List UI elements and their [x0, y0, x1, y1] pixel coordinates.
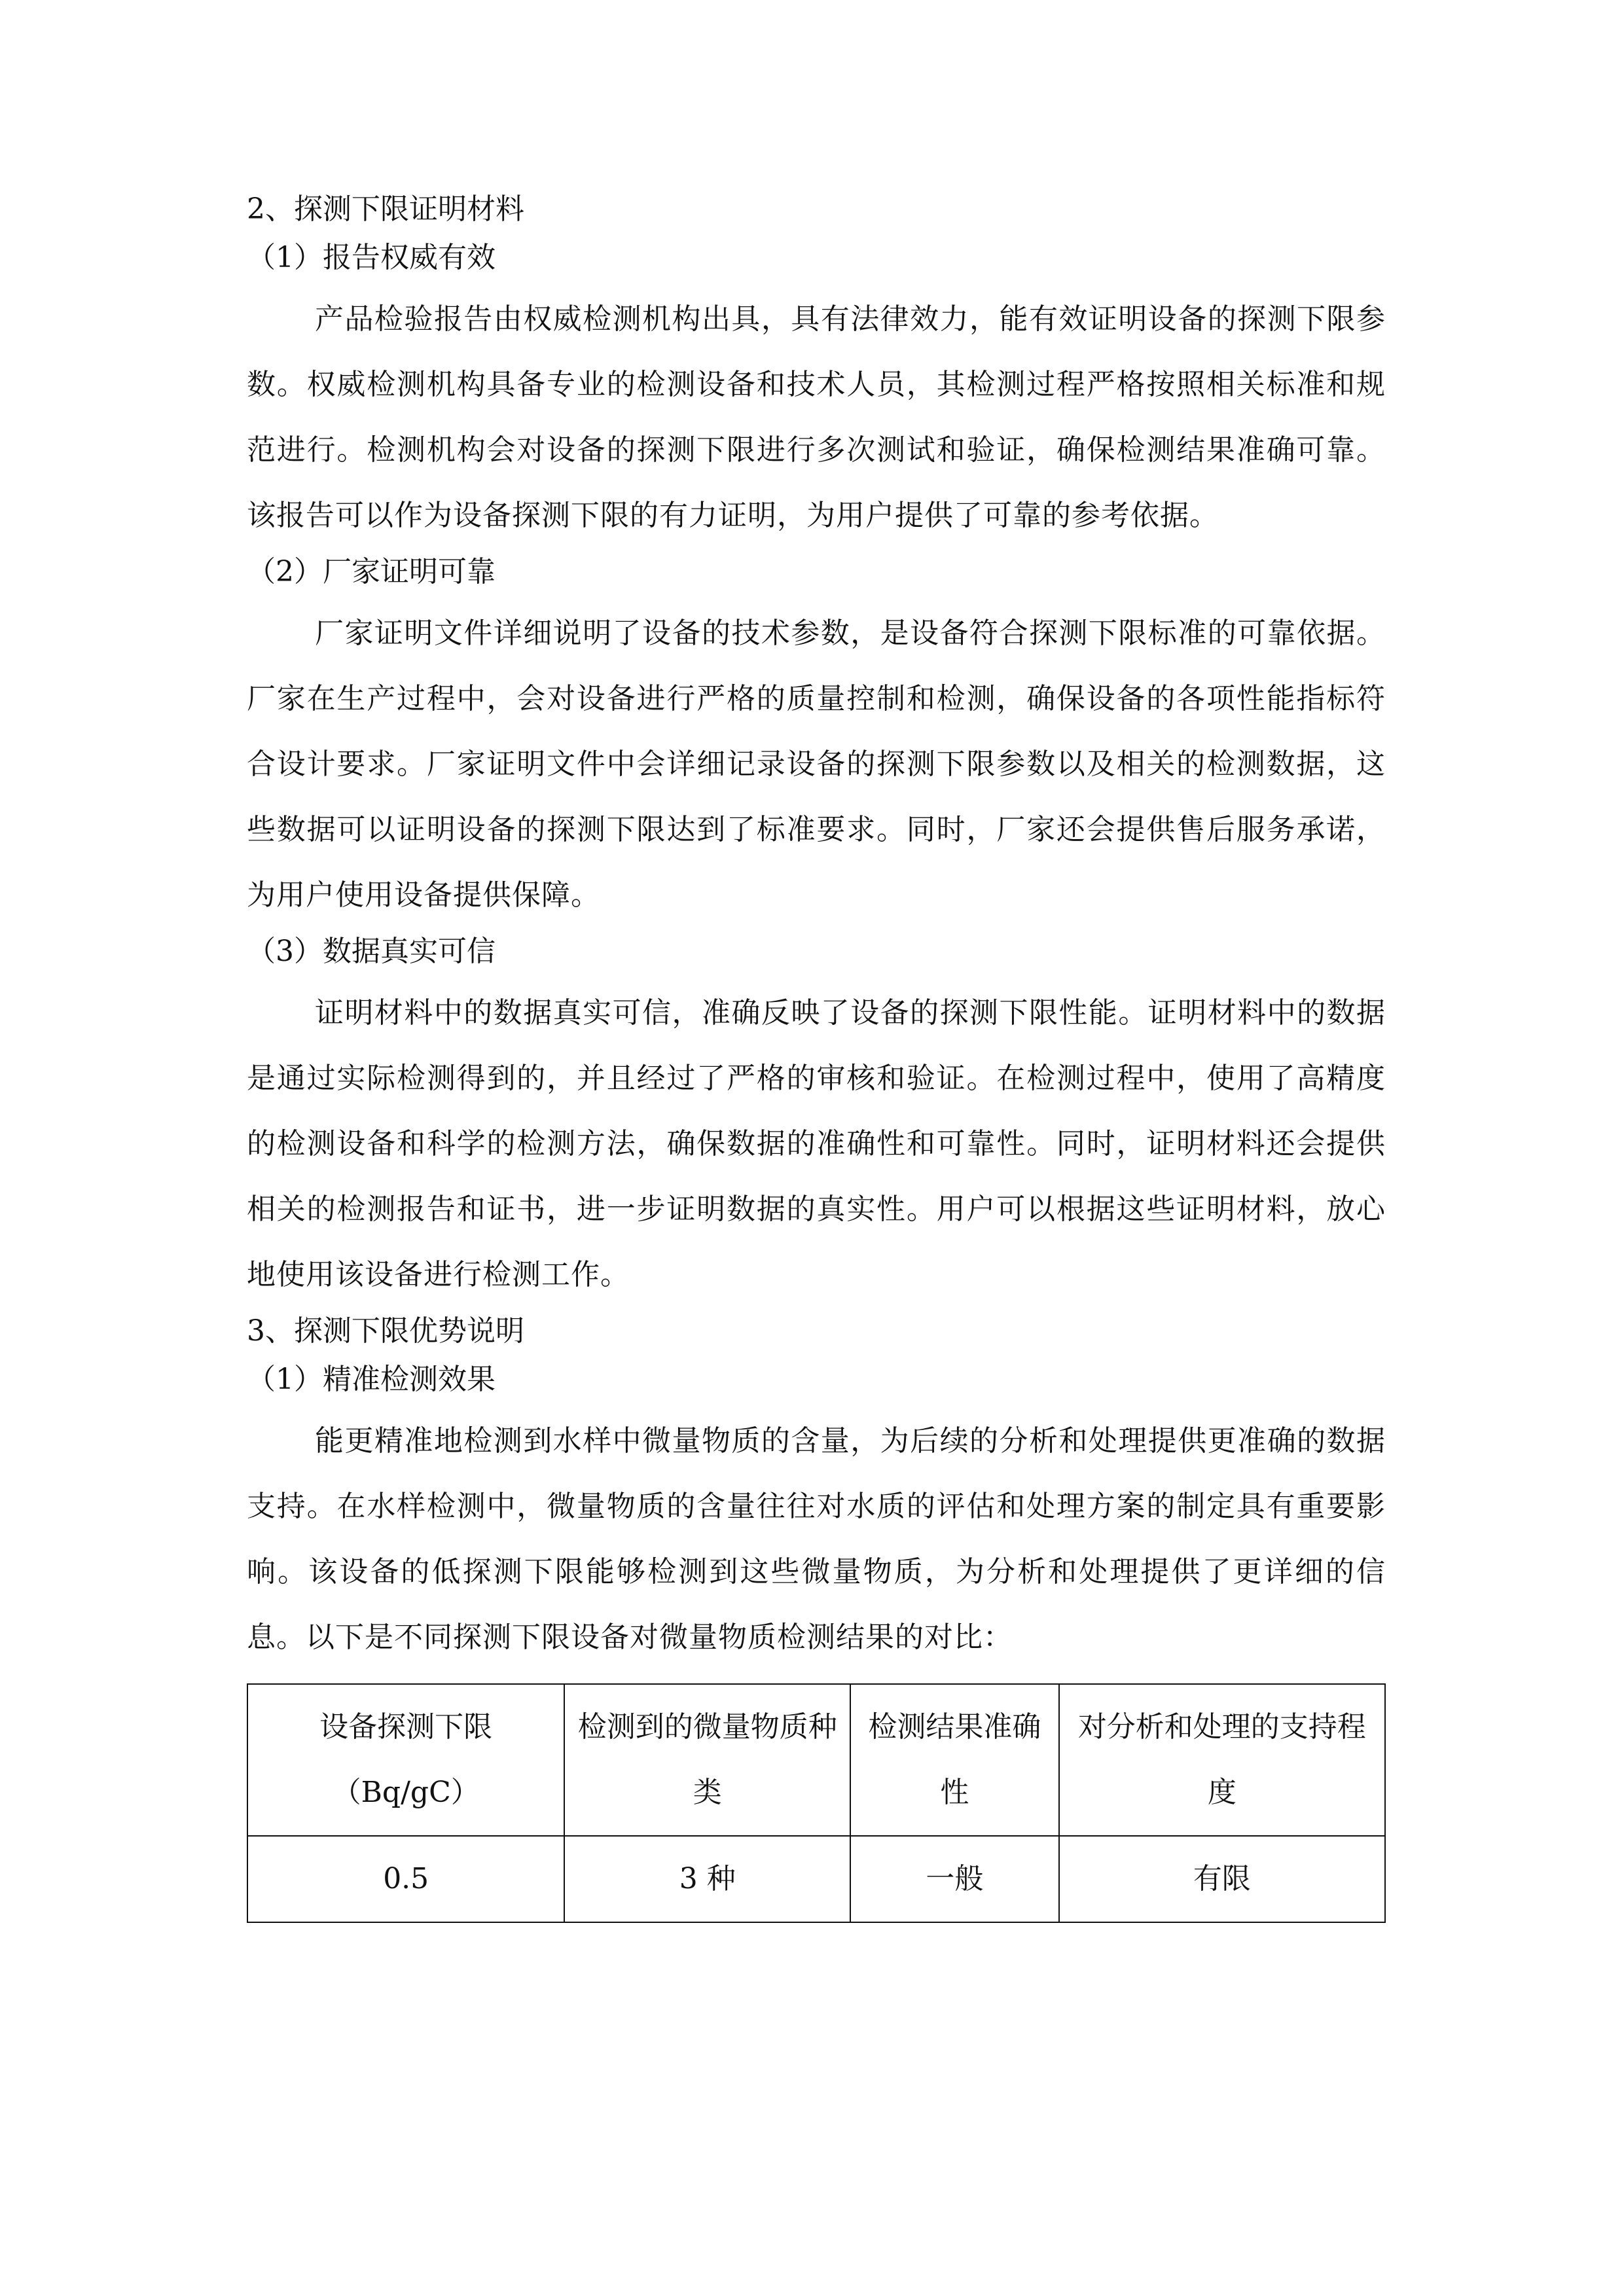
document-page	[247, 190, 1386, 1923]
header-detection-limit	[247, 1684, 564, 1836]
header-support-level: 对分析和处理的支持程度	[1059, 1684, 1385, 1836]
section-3-heading: 3、探测下限优势说明	[247, 1314, 524, 1348]
header-accuracy: 检测结果准确性	[850, 1684, 1058, 1836]
cell-detection-limit: 0.5	[247, 1836, 564, 1922]
comparison-table	[247, 1683, 1386, 1923]
table-row	[247, 1836, 1385, 1922]
section-3-item-1-text: 能更精准地检测到水样中微量物质的含量，为后续的分析和处理提供更准确的数据支持。在水样检测中，微量物质的含量往往对水质的评估和处理方案的制定具有重要影响。该设备的低探测下限能够检测到这些微量物质，为分析和处理提供了更详细的信息。以下是不同探测下限设备对微量物质检测结果的对比：	[247, 1424, 1386, 1654]
section-2-heading: 2、探测下限证明材料	[247, 192, 524, 226]
section-2-item-3-text: 证明材料中的数据真实可信，准确反映了设备的探测下限性能。证明材料中的数据是通过实际检测得到的，并且经过了严格的审核和验证。在检测过程中，使用了高精度的检测设备和科学的检测方法，确保数据的准确性和可靠性。同时，证明材料还会提供相关的检测报告和证书，进一步证明数据的真实性。用户可以根据这些证明材料，放心地使用该设备进行检测工作。	[247, 996, 1386, 1291]
section-3-item-1-title: （1）精准检测效果	[247, 1363, 496, 1396]
table-header-row	[247, 1684, 1385, 1836]
header-detection-limit-label: 设备探测下限	[319, 1710, 493, 1744]
header-substance-types: 检测到的微量物质种类	[564, 1684, 850, 1836]
cell-accuracy: 一般	[850, 1836, 1058, 1922]
section-2-item-2-title: （2）厂家证明可靠	[247, 555, 496, 588]
section-2-item-2-text: 厂家证明文件详细说明了设备的技术参数，是设备符合探测下限标准的可靠依据。厂家在生产过程中，会对设备进行严格的质量控制和检测，确保设备的各项性能指标符合设计要求。厂家证明文件中会详细记录设备的探测下限参数以及相关的检测数据，这些数据可以证明设备的探测下限达到了标准要求。同时，厂家还会提供售后服务承诺，为用户使用设备提供保障。	[247, 617, 1386, 912]
cell-substance-types: 3 种	[564, 1836, 850, 1922]
cell-support-level: 有限	[1059, 1836, 1385, 1922]
section-2-item-1-text: 产品检验报告由权威检测机构出具，具有法律效力，能有效证明设备的探测下限参数。权威检测机构具备专业的检测设备和技术人员，其检测过程严格按照相关标准和规范进行。检测机构会对设备的探测下限进行多次测试和验证，确保检测结果准确可靠。该报告可以作为设备探测下限的有力证明，为用户提供了可靠的参考依据。	[247, 302, 1386, 532]
header-detection-limit-unit: （Bq/gC）	[332, 1776, 480, 1809]
section-2-item-1-title: （1）报告权威有效	[247, 241, 496, 274]
section-2-item-3-title: （3）数据真实可信	[247, 935, 496, 968]
